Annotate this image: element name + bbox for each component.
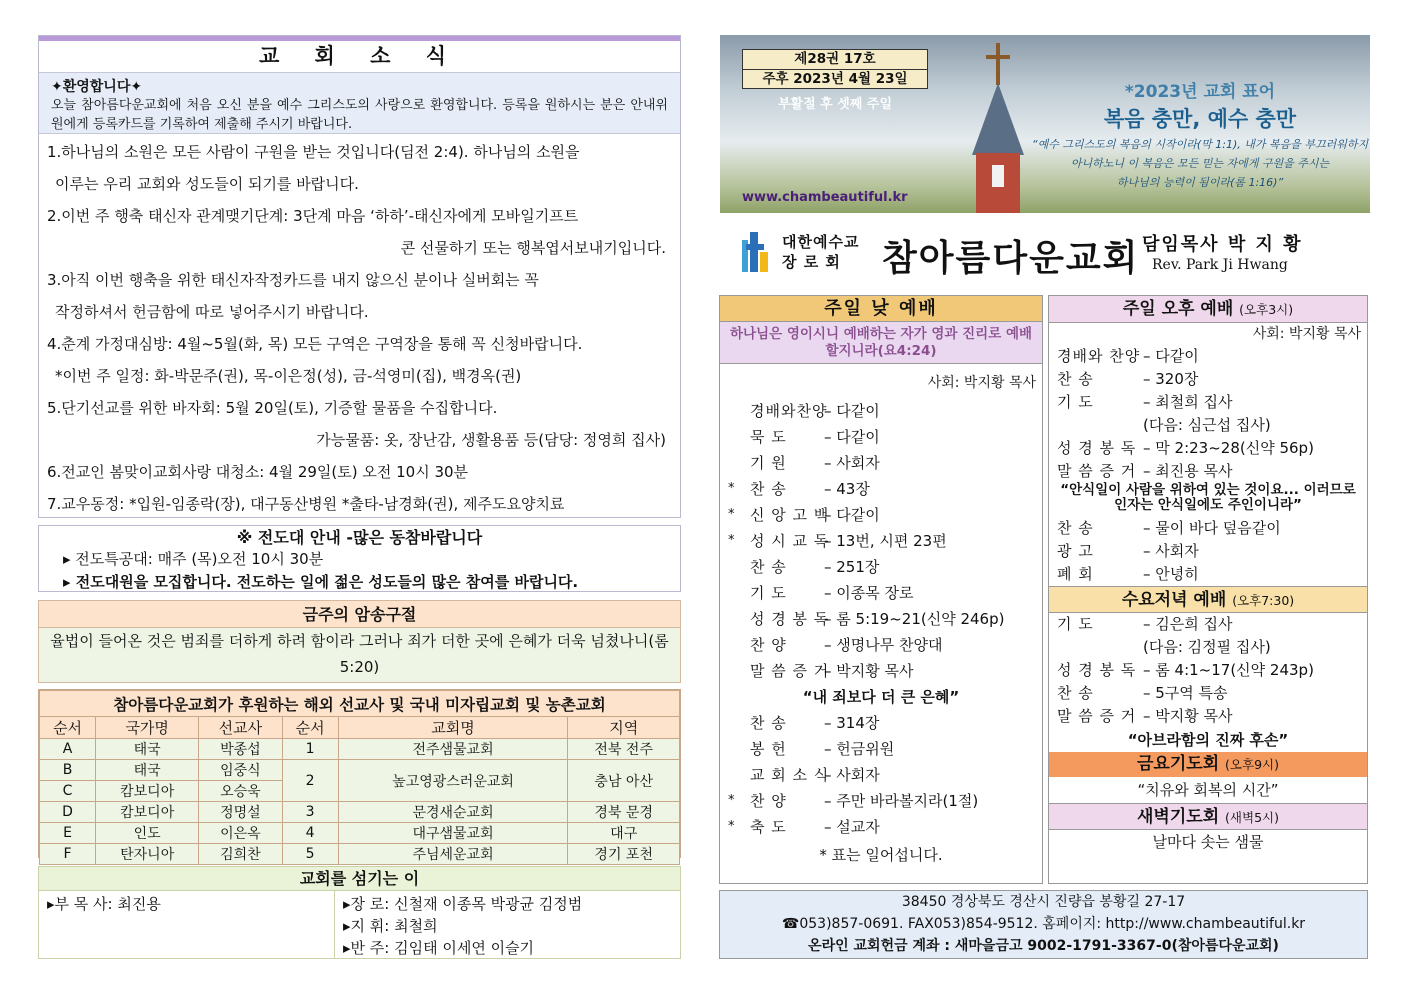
sunday-label: 부활절 후 셋째 주일 — [777, 97, 893, 112]
order-row — [1049, 705, 1367, 728]
order-item: 찬 양 — [750, 636, 787, 654]
memory-body: 율법이 들어온 것은 범죄를 더하게 하려 함이라 그러나 죄가 더한 곳에 은혜가 더욱 넘쳤나니(롬 5:20) — [39, 628, 680, 682]
servant-line: ▸장 로: 신철재 이종목 박광균 김정범 — [343, 895, 583, 913]
news-title: 교 회 소 식 — [39, 36, 680, 72]
friday-title — [1049, 752, 1367, 777]
table-cell: 주님세운교회 — [338, 844, 568, 865]
table-cell: 2 — [282, 760, 338, 802]
table-cell: 높고영광스러운교회 — [338, 760, 568, 802]
order-value: – 다같이 — [824, 428, 880, 446]
order-row — [1049, 682, 1367, 705]
servant-line: ▸반 주: 김임태 이세연 이슬기 — [343, 939, 535, 957]
order-item: 말 씀 증 거 — [1057, 707, 1137, 725]
missions-table — [38, 689, 681, 863]
table-cell: 오승욱 — [199, 781, 282, 802]
order-row — [720, 580, 1042, 606]
order-value: – 다같이 — [1143, 347, 1199, 365]
order-row — [720, 476, 1042, 502]
order-item: 찬 송 — [1057, 370, 1094, 388]
order-value: – 13번, 시편 23편 — [824, 532, 947, 550]
order-row — [720, 658, 1042, 684]
order-value: – 헌금위원 — [824, 740, 895, 758]
standing-mark: * — [728, 533, 735, 548]
col-header: 순서 — [282, 717, 338, 739]
order-row — [720, 814, 1042, 840]
order-item: 성 시 교 독 — [750, 532, 830, 550]
verse-line: “예수 그리스도의 복음의 시작이라(막 1:1), 내가 복음을 부끄러워하지 — [1031, 138, 1369, 151]
order-item: 찬 송 — [750, 714, 787, 732]
order-value: – 5구역 특송 — [1143, 684, 1228, 702]
news-item: 작정하셔서 헌금함에 따로 넣어주시기 바랍니다. — [55, 303, 369, 321]
order-value: – 롬 5:19~21(신약 246p) — [824, 610, 1005, 628]
order-value: – 다같이 — [824, 506, 880, 524]
servant-line: ▸지 휘: 최철희 — [343, 917, 438, 935]
order-row — [1049, 517, 1367, 540]
order-item: 축 도 — [750, 818, 787, 836]
church-logo-bar — [742, 228, 1362, 280]
order-row — [720, 554, 1042, 580]
order-value: – 설교자 — [824, 818, 880, 836]
account-line: 온라인 교회헌금 계좌 : 새마을금고 9002-1791-3367-0(참아름다운교회) — [808, 938, 1279, 954]
news-item: 3.아직 이번 행축을 위한 태신자작정카드를 내지 않으신 분이나 실버회는 꼭 — [47, 271, 539, 289]
table-cell: 1 — [282, 739, 338, 760]
order-item: 성 경 봉 독 — [1057, 439, 1137, 457]
order-item: 기 도 — [750, 584, 787, 602]
table-cell: D — [40, 802, 96, 823]
news-item: 2.이번 주 행축 태신자 관계맺기단계: 3단계 마음 ‘하하’-태신자에게 모바일기프트 — [47, 207, 579, 225]
order-item: 신 앙 고 백 — [750, 506, 830, 524]
order-row — [1049, 414, 1367, 437]
dawn-title — [1049, 803, 1367, 830]
order-row — [720, 762, 1042, 788]
order-row — [1049, 659, 1367, 682]
table-cell: A — [40, 739, 96, 760]
order-row — [1049, 345, 1367, 368]
table-cell: 이은옥 — [199, 823, 282, 844]
memory-verse — [38, 600, 681, 683]
table-cell: B — [40, 760, 96, 781]
address-line: 38450 경상북도 경산시 진량읍 봉황길 27-17 — [901, 894, 1186, 910]
order-row — [720, 632, 1042, 658]
news-item: 7.교우동정: *입원-임종락(장), 대구동산병원 *출타-남경화(권), 제주도요양치료 — [47, 495, 565, 513]
assoc-pastor: ▸부 목 사: 최진용 — [39, 891, 335, 959]
order-item: 찬 양 — [750, 792, 787, 810]
table-cell: 문경새순교회 — [338, 802, 568, 823]
issue-box — [742, 49, 928, 89]
order-value: – 생명나무 찬양대 — [824, 636, 943, 654]
service-host: 사회: 박지황 목사 — [927, 375, 1036, 391]
col-header: 선교사 — [199, 717, 282, 739]
order-item: 교 회 소 식 — [750, 766, 830, 784]
order-value: – 최철희 집사 — [1143, 393, 1233, 411]
order-item: 경배와 찬양 — [1057, 347, 1141, 365]
order-row — [720, 398, 1042, 424]
friday-title-text: 금요기도회 — [1137, 754, 1220, 774]
order-row — [1049, 613, 1367, 636]
order-item: 찬 송 — [750, 558, 787, 576]
evangelism-line: ▸ 전도대원을 모집합니다. 전도하는 일에 젊은 성도들의 많은 참여를 바랍니다. — [63, 573, 579, 591]
table-cell: 탄자니아 — [96, 844, 199, 865]
table-cell: 태국 — [96, 739, 199, 760]
order-row — [1049, 636, 1367, 659]
order-item: 기 도 — [1057, 393, 1094, 411]
order-item: 성 경 봉 독 — [1057, 661, 1137, 679]
news-item: 1.하나님의 소원은 모든 사람이 구원을 받는 것입니다(딤전 2:4). 하나님의 소원을 — [47, 143, 580, 161]
standing-mark: * — [728, 793, 735, 808]
denomination — [782, 232, 859, 272]
contact-line[interactable]: ☎053)857-0691. FAX053)854-9512. 홈페이지: http://www.chambeautiful.kr — [781, 916, 1306, 932]
sunday-service — [719, 295, 1043, 884]
afternoon-time: (오후3시) — [1239, 302, 1294, 317]
order-item: 찬 송 — [1057, 519, 1094, 537]
church-logo-icon — [742, 232, 772, 272]
order-value: – 박지황 목사 — [1143, 707, 1233, 725]
address-box — [719, 890, 1368, 959]
dawn-time: (새벽5시) — [1225, 810, 1279, 825]
table-cell: 캄보디아 — [96, 802, 199, 823]
motto: 복음 충만, 예수 충만 — [1103, 107, 1297, 131]
senior-pastor-en: Rev. Park Ji Hwang — [1152, 257, 1288, 273]
order-value: – 314장 — [824, 714, 880, 732]
afternoon-title-text: 주일 오후 예배 — [1122, 299, 1234, 319]
wednesday-sermon: “아브라함의 진짜 후손” — [1127, 731, 1289, 749]
header-banner — [720, 35, 1370, 213]
table-cell: 대구 — [568, 823, 680, 844]
order-row — [1049, 563, 1367, 586]
afternoon-sermon: “안식일이 사람을 위하여 있는 것이요... 이러므로 인자는 안식일에도 주인이니라” — [1060, 482, 1356, 513]
order-row — [1049, 391, 1367, 414]
senior-pastor: 담임목사 박 지 황 — [1142, 234, 1303, 255]
order-row — [720, 736, 1042, 762]
table-cell: 태국 — [96, 760, 199, 781]
table-cell: 충남 아산 — [568, 760, 680, 802]
church-name: 참아름다운교회 — [882, 238, 1140, 279]
afternoon-title — [1049, 296, 1367, 323]
order-item: 성 경 봉 독 — [750, 610, 830, 628]
dawn-title-text: 새벽기도회 — [1137, 807, 1220, 827]
friday-time: (오후9시) — [1225, 757, 1279, 772]
table-cell: 대구샘물교회 — [338, 823, 568, 844]
order-value: (다음: 심근섭 집사) — [1143, 416, 1271, 434]
servants-title: 교회를 섬기는 이 — [39, 867, 680, 891]
order-item: 폐 회 — [1057, 565, 1094, 583]
order-row — [1049, 460, 1367, 483]
table-cell: 김희찬 — [199, 844, 282, 865]
sermon-title: “내 죄보다 더 큰 은혜” — [802, 688, 960, 706]
verse-line: 하나님의 능력이 됨이라(롬 1:16)” — [1116, 176, 1284, 189]
table-cell: 캄보디아 — [96, 781, 199, 802]
order-value: – 김은희 집사 — [1143, 615, 1233, 633]
order-item: 경배와찬양 — [750, 402, 828, 420]
volume-label: 제28권 17호 — [794, 51, 876, 67]
table-cell: F — [40, 844, 96, 865]
order-item: 광 고 — [1057, 542, 1094, 560]
standing-mark: * — [728, 481, 735, 496]
order-value: – 막 2:23~28(신약 56p) — [1143, 439, 1314, 457]
order-row — [1049, 437, 1367, 460]
col-header: 지역 — [568, 717, 680, 739]
year-motto-label: *2023년 교회 표어 — [1124, 82, 1276, 102]
friday-theme: “치유와 회복의 시간” — [1137, 781, 1279, 799]
order-value: – 최진용 목사 — [1143, 462, 1233, 480]
standing-mark: * — [728, 819, 735, 834]
table-cell: E — [40, 823, 96, 844]
order-item: 말 씀 증 거 — [1057, 462, 1137, 480]
order-value: – 다같이 — [824, 402, 880, 420]
standing-mark: * — [728, 507, 735, 522]
order-value: – 320장 — [1143, 370, 1199, 388]
order-value: – 사회자 — [824, 454, 880, 472]
order-row — [1049, 368, 1367, 391]
welcome-body: 오늘 참아름다운교회에 처음 오신 분을 예수 그리스도의 사랑으로 환영합니다. 등록을 원하시는 분은 안내위원에게 등록카드를 기록하여 제출해 주시기 바랍니다. — [51, 98, 668, 132]
evangelism-box — [38, 525, 681, 592]
order-row — [720, 788, 1042, 814]
evangelism-line: ▸ 전도특공대: 매주 (목)오전 10시 30분 — [63, 550, 324, 568]
order-row — [720, 450, 1042, 476]
verse-line: 아니하노니 이 복음은 모든 믿는 자에게 구원을 주시는 — [1070, 157, 1330, 170]
dawn-theme: 날마다 솟는 샘물 — [1152, 833, 1264, 851]
table-cell: 전북 전주 — [568, 739, 680, 760]
news-item: 가능물품: 옷, 장난감, 생활용품 등(담당: 정영희 집사) — [316, 431, 666, 449]
order-value: – 251장 — [824, 558, 880, 576]
order-row — [720, 502, 1042, 528]
table-cell: 정명설 — [199, 802, 282, 823]
order-item: 찬 송 — [1057, 684, 1094, 702]
other-services — [1048, 295, 1368, 884]
table-cell: C — [40, 781, 96, 802]
order-value: – 안녕히 — [1143, 565, 1199, 583]
order-row — [720, 606, 1042, 632]
col-header: 교회명 — [338, 717, 568, 739]
date-label: 주후 2023년 4월 23일 — [743, 69, 927, 88]
order-value: – 사회자 — [824, 766, 880, 784]
order-row — [720, 710, 1042, 736]
standing-note: * 표는 일어섭니다. — [819, 846, 943, 864]
table-cell: 4 — [282, 823, 338, 844]
col-header: 국가명 — [96, 717, 199, 739]
wednesday-time: (오후7:30) — [1232, 593, 1295, 608]
order-value: – 43장 — [824, 480, 870, 498]
table-cell: 전주샘물교회 — [338, 739, 568, 760]
order-item: 말 씀 증 거 — [750, 662, 830, 680]
welcome-box — [39, 72, 680, 134]
order-item: 봉 헌 — [750, 740, 787, 758]
order-value: – 이종목 장로 — [824, 584, 914, 602]
memory-title: 금주의 암송구절 — [39, 601, 680, 628]
order-row — [720, 424, 1042, 450]
order-value: (다음: 김정필 집사) — [1143, 638, 1271, 656]
table-cell: 3 — [282, 802, 338, 823]
col-header: 순서 — [40, 717, 96, 739]
news-item: 콘 선물하기 또는 행복엽서보내기입니다. — [400, 239, 666, 257]
denomination-line: 장 로 회 — [782, 253, 841, 271]
order-item: 찬 송 — [750, 480, 787, 498]
order-item: 묵 도 — [750, 428, 787, 446]
church-news — [38, 35, 681, 518]
website-link[interactable]: www.chambeautiful.kr — [742, 190, 908, 205]
table-cell: 박종섭 — [199, 739, 282, 760]
order-value: – 사회자 — [1143, 542, 1199, 560]
table-cell: 임중식 — [199, 760, 282, 781]
welcome-title: ✦환영합니다✦ — [51, 79, 143, 95]
wednesday-title — [1049, 586, 1367, 613]
servants-box — [38, 866, 681, 959]
order-row — [720, 528, 1042, 554]
order-value: – 주만 바라볼지라(1절) — [824, 792, 979, 810]
table-cell: 경북 문경 — [568, 802, 680, 823]
wednesday-title-text: 수요저녁 예배 — [1121, 590, 1227, 610]
news-item: 6.전교인 봄맞이교회사랑 대청소: 4월 29일(토) 오전 10시 30분 — [47, 463, 469, 481]
service-title: 주일 낮 예배 — [720, 296, 1042, 322]
news-item: 4.춘계 가정대심방: 4월~5월(화, 목) 모든 구역은 구역장을 통해 꼭 신청바랍니다. — [47, 335, 583, 353]
order-value: – 물이 바다 덮음같이 — [1143, 519, 1281, 537]
table-cell: 5 — [282, 844, 338, 865]
order-item: 기 원 — [750, 454, 787, 472]
table-cell: 인도 — [96, 823, 199, 844]
news-item: 이루는 우리 교회와 성도들이 되기를 바랍니다. — [55, 175, 359, 193]
order-item: 기 도 — [1057, 615, 1094, 633]
evangelism-title: ※ 전도대 안내 -많은 동참바랍니다 — [236, 528, 483, 547]
missions-title: 참아름다운교회가 후원하는 해외 선교사 및 국내 미자립교회 및 농촌교회 — [40, 691, 680, 717]
motto-verse — [1030, 135, 1370, 192]
news-item: 5.단기선교를 위한 바자회: 5월 20일(토), 기증할 물품을 수집합니다. — [47, 399, 498, 417]
order-value: – 박지황 목사 — [824, 662, 914, 680]
afternoon-host: 사회: 박지황 목사 — [1252, 326, 1361, 342]
order-row — [1049, 540, 1367, 563]
service-verse: 하나님은 영이시니 예배하는 자가 영과 진리로 예배할지니라(요4:24) — [720, 322, 1042, 364]
table-cell: 경기 포천 — [568, 844, 680, 865]
news-item: *이번 주 일정: 화-박문주(권), 목-이은정(성), 금-석영미(집), 백경옥(권) — [55, 367, 522, 385]
denomination-line: 대한예수교 — [782, 233, 860, 251]
order-value: – 롬 4:1~17(신약 243p) — [1143, 661, 1314, 679]
